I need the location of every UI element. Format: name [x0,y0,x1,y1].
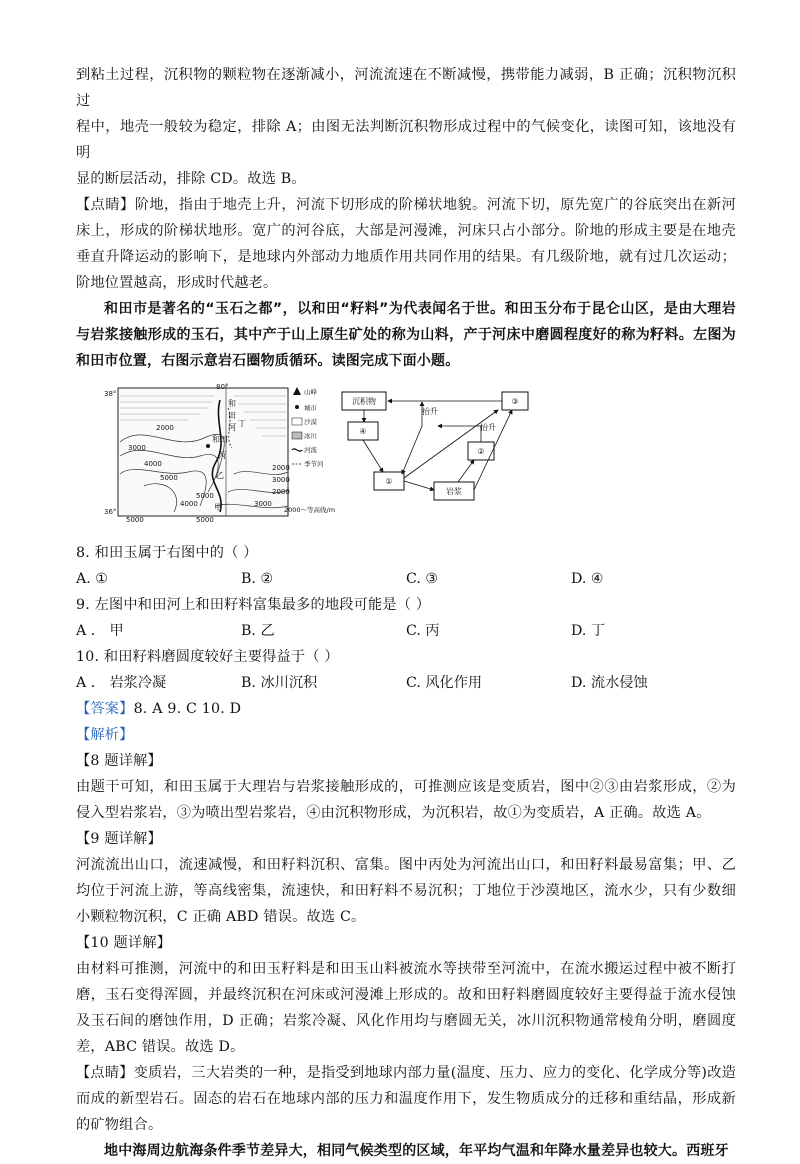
document-page [76,62,736,1164]
detail-10-text: 由材料可推测，河流中的和田玉籽料是和田玉山料被流水等挟带至河流中，在流水搬运过程中被不断打磨，玉石变得浑圆，并最终沉积在河床或河漫滩上形成的。故和田籽料磨圆度较好主要得益于流水侵蚀及玉石间的磨蚀作用，D 正确；岩浆冷凝、风化作用均与磨圆无关，冰川沉积物通常棱角分明，磨圆度差，ABC 错误。故选 D。 [76,961,736,1055]
contour-label-4: 5000 [160,474,178,482]
dianjing-2-tag: 【点睛】 [76,1065,134,1081]
place-river: 河 [228,423,236,432]
dianjing-2-text: 变质岩，三大岩类的一种，是指受到地球内部力量(温度、压力、应力的变化、化学成分等)改造而成的新型岩石。固态的岩石在地球内部的压力和温度作用下，发生物质成分的迁移和重结晶，形成新的矿物组合。 [76,1065,736,1133]
city-symbol [295,405,299,409]
contour-label-7: 2000 [272,464,290,472]
label-1: ① [385,477,393,486]
q8-option-a: A. ① [76,571,108,587]
answer-tag: 【答案】 [76,701,134,717]
dianjing-1-tag: 【点睛】 [76,197,135,213]
dianjing-1 [76,192,736,296]
label-3: ③ [511,397,519,406]
q8-option-b: B. ② [241,571,274,587]
question-10: 10. 和田籽料磨圆度较好主要得益于（ ） [76,649,339,665]
label-2: ② [477,447,485,456]
dianjing-2 [76,1060,736,1138]
legend-peak: 山峰 [304,388,317,396]
q10-option-a: A ． 岩浆冷凝 [76,675,167,691]
material-intro: 和田市是著名的“玉石之都”，以和田“籽料”为代表闻名于世。和田玉分布于昆仑山区，是由大理岩与岩浆接触形成的玉石，其中产于山上原生矿处的称为山料，产于河床中磨圆程度好的称为籽料。左图为和田市位置，右图示意岩石圈物质循环。读图完成下面小题。 [76,301,736,369]
next-material-intro: 地中海周边航海条件季节差异大，相同气候类型的区域，年平均气温和年降水量差异也较大。西班牙 [104,1143,729,1159]
contour-label-6: 5000 [196,492,214,500]
q9-option-c: C. 丙 [406,623,440,639]
detail-8-tag: 【8 题详解】 [76,753,162,769]
contour-label-12: 5000 [196,516,214,524]
contour-label-9: 2000 [272,488,290,496]
answer-text: 8. A 9. C 10. D [133,701,242,717]
legend-desert: 沙漠 [304,418,317,426]
question-9-options [76,618,736,644]
desert-symbol [292,418,302,425]
peak-symbol [293,387,301,395]
q9-option-b: B. 乙 [241,623,275,639]
answer-line [76,696,736,722]
label-4: ④ [359,427,367,436]
legend-river: 河流 [304,446,317,454]
map-legend [284,387,335,514]
place-jia: 甲 [214,503,222,512]
q10-option-c: C. 风化作用 [406,675,483,691]
prev-answer-line-3: 显的断层活动，排除 CD。故选 B。 [76,171,306,187]
contour-label-3: 4000 [144,460,162,468]
contour-label-1: 2000 [156,424,174,432]
city-hotan-marker [206,444,210,448]
place-bing: 丙 [218,451,226,460]
q10-option-d: D. 流水侵蚀 [571,675,648,691]
question-9: 9. 左图中和田河上和田籽料富集最多的地段可能是（ ） [76,597,431,613]
legend-glacier: 冰川 [304,432,317,440]
legend-seasonal-river: 季节河 [304,460,324,468]
place-tian: 田 [228,411,236,420]
question-8-options [76,566,736,592]
q9-option-d: D. 丁 [571,623,606,639]
q8-option-c: C. ③ [406,571,439,587]
contour-label-10: 3000 [254,500,272,508]
q8-option-d: D. ④ [571,571,604,587]
question-8: 8. 和田玉属于右图中的（ ） [76,545,258,561]
prev-answer-line-1: 到粘土过程，沉积物的颗粒物在逐渐减小，河流流速在不断减慢，携带能力减弱，B 正确；沉积物沉积过 [76,67,736,109]
contour-label-5: 4000 [180,500,198,508]
prev-answer-line-2: 程中，地壳一般较为稳定，排除 A；由图无法判断沉积物形成过程中的气候变化，读图可知，该地没有明 [76,119,736,161]
map-lat-top: 38° [104,390,117,398]
legend-contour: 2000～等高线/m [284,506,336,514]
contour-label-2: 3000 [128,444,146,452]
place-he: 和 [228,399,236,408]
q9-option-a: A ． 甲 [76,623,124,639]
place-hotan-city: 和田 [212,435,228,444]
dianjing-1-text: 阶地，指由于地壳上升，河流下切形成的阶梯状地貌。河流下切，原先宽广的谷底突出在新河床上，形成的阶梯状地形。宽广的河谷底，大部是河漫滩，河床只占小部分。阶地的形成主要是在地壳垂直升降运动的影响下，是地球内外部动力地质作用共同作用的结果。有几级阶地，就有过几次运动；阶地位置越高，形成时代越老。 [76,197,736,291]
detail-9-tag: 【9 题详解】 [76,831,162,847]
rock-cycle-diagram [338,386,533,510]
hotan-location-map [104,382,344,530]
detail-8-text: 由题干可知，和田玉属于大理岩与岩浆接触形成的，可推测应该是变质岩，图中②③由岩浆形成，②为侵入型岩浆岩，③为喷出型岩浆岩，④由沉积物形成，为沉积岩，故①为变质岩，A 正确。故选 A。 [76,779,736,821]
legend-city: 城市 [304,404,317,412]
contour-label-11: 5000 [126,516,144,524]
place-ding: 丁 [238,419,246,428]
place-yi: 乙 [216,471,224,480]
river-symbol [292,449,302,451]
label-magma: 岩浆 [446,487,462,496]
analysis-tag: 【解析】 [76,727,134,743]
label-uplift-1: 抬升 [422,407,438,416]
contour-label-8: 3000 [272,476,290,484]
label-sediment: 沉积物 [352,397,376,406]
label-uplift-2: 抬升 [480,423,496,432]
glacier-symbol [292,432,302,439]
map-lon-label: 80° [216,383,229,391]
figures [76,378,736,538]
question-10-options [76,670,736,696]
detail-9-text: 河流流出山口，流速减慢，和田籽料沉积、富集。图中丙处为河流出山口，和田籽料最易富集；甲、乙均位于河流上游，等高线密集，流速快，和田籽料不易沉积；丁地位于沙漠地区，流水少，只有少数细小颗粒物沉积，C 正确 ABD 错误。故选 C。 [76,857,736,925]
detail-10-tag: 【10 题详解】 [76,935,172,951]
q10-option-b: B. 冰川沉积 [241,675,318,691]
map-lat-bottom: 36° [104,508,117,516]
